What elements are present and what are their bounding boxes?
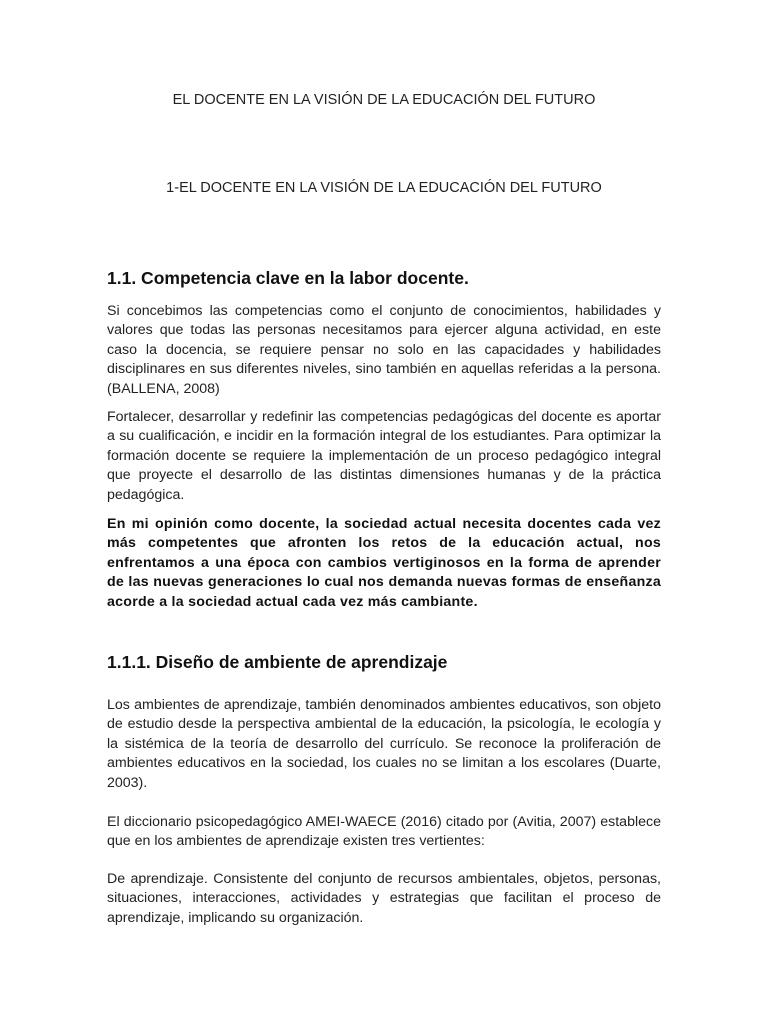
paragraph-competencias: Si concebimos las competencias como el conjunto de conocimientos, habilidades y valores que todas las personas necesitamos para ejercer alguna actividad, en este caso la docencia, se requiere pensar no solo en las capacidades y habilidades disciplinares en sus diferentes niveles, sino también en aquellas referidas a la persona. (BALLENA, 2008) [107,303,661,397]
paragraph-diccionario: El diccionario psicopedagógico AMEI-WAECE (2016) citado por (Avitia, 2007) establece que en los ambientes de aprendizaje existen tres vertientes: [107,814,661,850]
paragraph-de-aprendizaje: De aprendizaje. Consistente del conjunto de recursos ambientales, objetos, personas, situaciones, interacciones, actividades y estrategias que facilitan el proceso de aprendizaje, implicando su organización. [107,871,661,926]
section-heading-1-1: 1.1. Competencia clave en la labor docente. [107,268,469,288]
paragraph-ambientes: Los ambientes de aprendizaje, también denominados ambientes educativos, son objeto de estudio desde la perspectiva ambiental de la educación, la psicología, le ecología y la sistémica de la teoría de desarrollo del currículo. Se reconoce la proliferación de ambientes educativos en la sociedad, los cuales no se limitan a los escolares (Duarte, 2003). [107,697,661,791]
document-title: EL DOCENTE EN LA VISIÓN DE LA EDUCACIÓN DEL FUTURO [172,92,596,108]
chapter-title: 1-EL DOCENTE EN LA VISIÓN DE LA EDUCACIÓN DEL FUTURO [166,180,602,196]
paragraph-opinion: En mi opinión como docente, la sociedad actual necesita docentes cada vez más competentes que afronten los retos de la educación actual, nos enfrentamos a una época con cambios vertiginosos en la forma de aprender de las nuevas generaciones lo cual nos demanda nuevas formas de enseñanza acorde a la sociedad actual cada vez más cambiante. [107,516,661,610]
section-heading-1-1-1: 1.1.1. Diseño de ambiente de aprendizaje [107,652,448,672]
paragraph-fortalecer: Fortalecer, desarrollar y redefinir las competencias pedagógicas del docente es aportar a su cualificación, e incidir en la formación integral de los estudiantes. Para optimizar la formación docente se requiere la implementación de un proceso pedagógico integral que proyecte el desarrollo de las distintas dimensiones humanas y de la práctica pedagógica. [107,409,661,503]
